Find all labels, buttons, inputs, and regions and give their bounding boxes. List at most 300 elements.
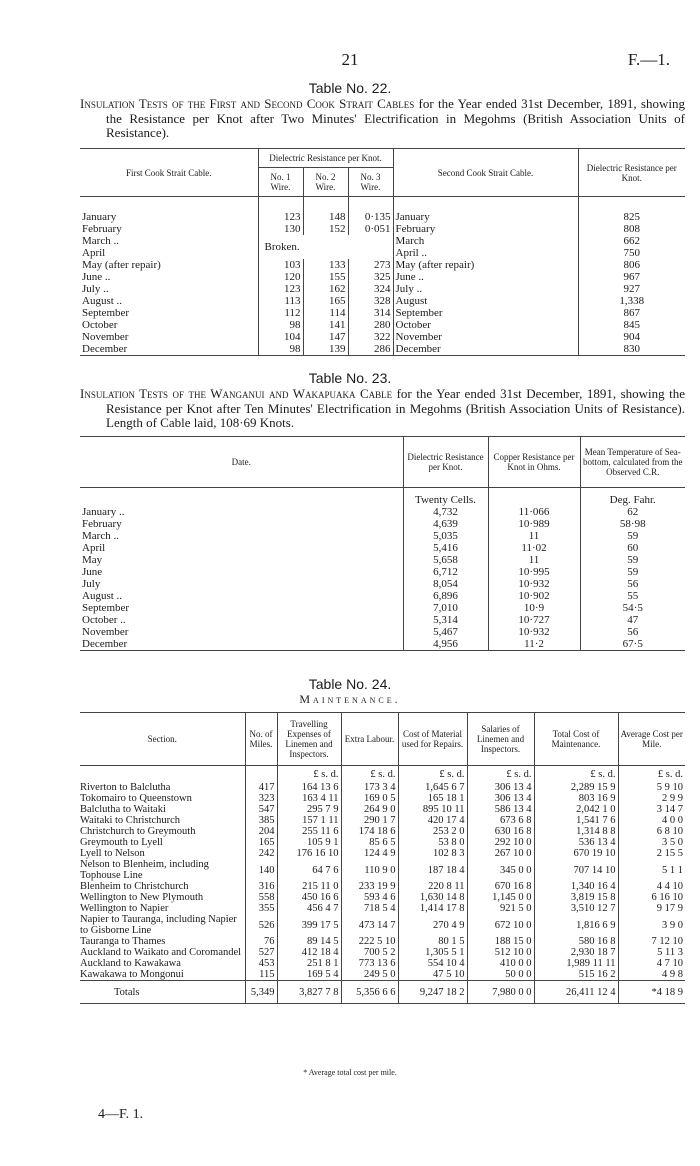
t23-month: May xyxy=(80,554,403,566)
page-signature: 4—F. 1. xyxy=(98,1107,144,1122)
t24-section: Tokomairo to Queenstown xyxy=(80,793,245,804)
t22-dielectric2: 830 xyxy=(623,343,640,355)
t24-avg: 2 9 9 xyxy=(662,793,683,804)
t23-temp: 58·98 xyxy=(619,518,646,530)
t22-wire2: 165 xyxy=(303,295,348,307)
t22-wire1: 98 xyxy=(258,343,303,356)
t22-month2: May (after repair) xyxy=(393,259,578,271)
t23-temp: 67·5 xyxy=(622,638,643,650)
t24-section: Auckland to Kawakawa xyxy=(80,958,245,969)
t23-copper: 10·995 xyxy=(488,566,580,578)
t22-head-dielectric: Dielectric Resistance per Knot. xyxy=(258,149,393,168)
t22-month: November xyxy=(80,331,258,343)
t24-travel: 456 4 7 xyxy=(277,903,341,914)
table-24 xyxy=(80,712,685,1004)
t22-month: June .. xyxy=(80,271,258,283)
t24-miles: 165 xyxy=(245,837,277,848)
t22-month2: June .. xyxy=(393,271,578,283)
t23-month: February xyxy=(80,518,403,530)
t22-dielectric2: 845 xyxy=(623,319,640,331)
t24-material: 80 1 5 xyxy=(398,936,467,947)
t24-labour: 124 4 9 xyxy=(341,848,398,859)
t24-material: 53 8 0 xyxy=(398,837,467,848)
t22-wire1: 112 xyxy=(258,307,303,319)
t24-material: 165 18 1 xyxy=(398,793,467,804)
t24-miles: 204 xyxy=(245,826,277,837)
table-24-title: Table No. 24. xyxy=(308,676,392,692)
t24-travel: 176 16 10 xyxy=(277,848,341,859)
t24-miles: 558 xyxy=(245,892,277,903)
t23-row xyxy=(80,602,685,614)
t23-dielectric: 5,416 xyxy=(403,542,488,554)
t23-row xyxy=(80,518,685,530)
t24-totals-salaries: 7,980 0 0 xyxy=(467,981,534,1004)
t23-copper: 10·932 xyxy=(488,578,580,590)
t22-caption-rest: for the Year ended 31st December, 1891, showing the Resistance per Knot after Two Minutes' Electrification in Megohms (British Association Units of Resistance). xyxy=(106,96,685,140)
t24-section: Napier to Tauranga, including Napier to Gisborne Line xyxy=(80,914,245,936)
t24-avg: 4 4 10 xyxy=(656,881,683,892)
t24-total: 1,314 8 8 xyxy=(534,826,618,837)
t24-total: 707 14 10 xyxy=(534,859,618,881)
t24-labour: 222 5 10 xyxy=(341,936,398,947)
t22-dielectric2: 904 xyxy=(623,331,640,343)
t22-wire2: 148 xyxy=(303,197,348,224)
t24-avg: 3 9 0 xyxy=(662,919,683,931)
t24-unit: £ s. d. xyxy=(534,766,618,783)
t22-month: December xyxy=(80,343,258,356)
t24-total: 670 19 10 xyxy=(534,848,618,859)
t24-row xyxy=(80,815,685,826)
t24-section: Tauranga to Thames xyxy=(80,936,245,947)
t24-labour: 700 5 2 xyxy=(341,947,398,958)
t23-sub-temp: Deg. Fahr. xyxy=(609,494,656,506)
t24-total: 803 16 9 xyxy=(534,793,618,804)
t23-temp: 47 xyxy=(627,614,639,626)
t22-row xyxy=(80,307,685,319)
t24-avg: 5 11 3 xyxy=(657,947,683,958)
t23-row xyxy=(80,506,685,518)
t23-dielectric: 5,314 xyxy=(403,614,488,626)
t22-wire2: 147 xyxy=(303,331,348,343)
t23-month: September xyxy=(80,602,403,614)
t24-totals-label: Totals xyxy=(80,981,245,1004)
t23-caption-rest: for the Year ended 31st December, 1891, showing the Resistance per Knot after Ten Minutes' Electrification in Megohms (British Association Units of Resistance). Length of Cable laid, 108·69 Knots. xyxy=(106,386,685,430)
t22-wire3: 324 xyxy=(348,283,393,295)
t24-material: 47 5 10 xyxy=(398,969,467,981)
t24-miles: 527 xyxy=(245,947,277,958)
t24-row xyxy=(80,892,685,903)
t23-head-copper: Copper Resistance per Knot in Ohms. xyxy=(488,437,580,488)
t24-totals-avg: *4 18 9 xyxy=(651,986,683,998)
t24-material: 1,305 5 1 xyxy=(398,947,467,958)
t22-wire2: 162 xyxy=(303,283,348,295)
t24-labour: 593 4 6 xyxy=(341,892,398,903)
t22-wire1: 120 xyxy=(258,271,303,283)
t24-totals-material: 9,247 18 2 xyxy=(398,981,467,1004)
t23-month: October .. xyxy=(80,614,403,626)
t24-avg: 9 17 9 xyxy=(656,903,683,914)
t24-section: Wellington to Napier xyxy=(80,903,245,914)
t24-avg: 5 1 1 xyxy=(662,864,683,876)
t22-month2: December xyxy=(393,343,578,356)
t22-head-first: First Cook Strait Cable. xyxy=(80,149,258,197)
t24-head-material: Cost of Material used for Repairs. xyxy=(398,713,467,766)
t24-labour: 264 9 0 xyxy=(341,804,398,815)
t24-unit: £ s. d. xyxy=(657,768,683,780)
t24-labour: 773 13 6 xyxy=(341,958,398,969)
t23-copper: 11 xyxy=(488,554,580,566)
t24-labour: 85 6 5 xyxy=(341,837,398,848)
t24-salaries: 267 10 0 xyxy=(467,848,534,859)
t24-travel: 169 5 4 xyxy=(277,969,341,981)
t24-totals-miles: 5,349 xyxy=(245,981,277,1004)
t22-row xyxy=(80,235,685,247)
t24-head-salaries: Salaries of Linemen and Inspectors. xyxy=(467,713,534,766)
t24-salaries: 188 15 0 xyxy=(467,936,534,947)
t24-unit: £ s. d. xyxy=(341,766,398,783)
t24-section: Blenheim to Christchurch xyxy=(80,881,245,892)
t24-salaries: 921 5 0 xyxy=(467,903,534,914)
t22-head-w2: No. 2 Wire. xyxy=(303,168,348,197)
t23-copper: 10·9 xyxy=(488,602,580,614)
t24-travel: 89 14 5 xyxy=(277,936,341,947)
t22-month: August .. xyxy=(80,295,258,307)
t24-miles: 76 xyxy=(245,936,277,947)
t24-salaries: 50 0 0 xyxy=(467,969,534,981)
page-reference: F.—1. xyxy=(627,50,670,69)
t22-row xyxy=(80,319,685,331)
t23-row xyxy=(80,626,685,638)
t22-dielectric2: 1,338 xyxy=(619,295,645,307)
t23-row xyxy=(80,554,685,566)
t24-total: 2,042 1 0 xyxy=(534,804,618,815)
t24-material: 1,414 17 8 xyxy=(398,903,467,914)
t24-head-avg: Average Cost per Mile. xyxy=(620,729,683,749)
t24-head-labour: Extra Labour. xyxy=(341,713,398,766)
t24-travel: 64 7 6 xyxy=(277,859,341,881)
t24-total: 1,541 7 6 xyxy=(534,815,618,826)
t24-salaries: 306 13 4 xyxy=(467,782,534,793)
t24-section: Nelson to Blenheim, including Tophouse Line xyxy=(80,859,245,881)
t24-row xyxy=(80,826,685,837)
t22-month2: March xyxy=(393,235,578,247)
t23-copper: 10·989 xyxy=(488,518,580,530)
t24-salaries: 586 13 4 xyxy=(467,804,534,815)
t24-section: Auckland to Waikato and Coromandel xyxy=(80,947,245,958)
t24-travel: 295 7 9 xyxy=(277,804,341,815)
t22-wire2: 139 xyxy=(303,343,348,356)
t23-dielectric: 8,054 xyxy=(403,578,488,590)
t22-month2: August xyxy=(393,295,578,307)
t23-dielectric: 5,658 xyxy=(403,554,488,566)
t22-month2: October xyxy=(393,319,578,331)
t22-wire3: 314 xyxy=(348,307,393,319)
t22-dielectric2: 808 xyxy=(623,223,640,235)
t24-salaries: 410 0 0 xyxy=(467,958,534,969)
t22-wire2: 133 xyxy=(303,259,348,271)
table-22-caption xyxy=(80,97,685,141)
table-24-subtitle: Maintenance. xyxy=(299,692,401,706)
t22-month: May (after repair) xyxy=(80,259,258,271)
t23-copper: 11·02 xyxy=(488,542,580,554)
t24-totals-labour: 5,356 6 6 xyxy=(341,981,398,1004)
t24-avg: 4 7 10 xyxy=(656,958,683,969)
t24-salaries: 1,145 0 0 xyxy=(467,892,534,903)
t24-total: 2,930 18 7 xyxy=(534,947,618,958)
t24-travel: 163 4 11 xyxy=(277,793,341,804)
t22-head-w3: No. 3 Wire. xyxy=(348,168,393,197)
t24-row xyxy=(80,804,685,815)
t24-unit: £ s. d. xyxy=(398,766,467,783)
t22-row xyxy=(80,331,685,343)
t24-salaries: 630 16 8 xyxy=(467,826,534,837)
t24-miles: 526 xyxy=(245,914,277,936)
t24-avg: 7 12 10 xyxy=(651,936,683,947)
t22-wire3: 328 xyxy=(348,295,393,307)
t24-material: 187 18 4 xyxy=(398,859,467,881)
t24-footnote: * Average total cost per mile. xyxy=(303,1068,397,1077)
t24-material: 220 8 11 xyxy=(398,881,467,892)
t22-row xyxy=(80,259,685,271)
t24-row xyxy=(80,881,685,892)
t24-labour: 233 19 9 xyxy=(341,881,398,892)
t24-labour: 110 9 0 xyxy=(341,859,398,881)
t23-head-date: Date. xyxy=(80,437,403,488)
t24-row xyxy=(80,859,685,881)
t23-copper: 10·727 xyxy=(488,614,580,626)
t24-miles: 323 xyxy=(245,793,277,804)
t22-month2: July .. xyxy=(393,283,578,295)
t22-dielectric2: 967 xyxy=(623,271,640,283)
t24-miles: 140 xyxy=(245,859,277,881)
t24-head-total: Total Cost of Maintenance. xyxy=(534,713,618,766)
t24-travel: 215 11 0 xyxy=(277,881,341,892)
t23-head-dielectric: Dielectric Resistance per Knot. xyxy=(403,437,488,488)
t22-month2: April .. xyxy=(393,247,578,259)
t24-labour: 174 18 6 xyxy=(341,826,398,837)
t23-month: November xyxy=(80,626,403,638)
t22-wire3: 286 xyxy=(348,343,393,356)
t24-unit: £ s. d. xyxy=(277,766,341,783)
t23-month: August .. xyxy=(80,590,403,602)
table-23-caption xyxy=(80,387,685,431)
t23-temp: 54·5 xyxy=(622,602,643,614)
t24-material: 554 10 4 xyxy=(398,958,467,969)
t24-miles: 453 xyxy=(245,958,277,969)
t24-avg: 4 0 0 xyxy=(662,815,683,826)
t24-section: Christchurch to Greymouth xyxy=(80,826,245,837)
t22-row xyxy=(80,343,685,356)
t23-copper: 11 xyxy=(488,530,580,542)
t24-material: 253 2 0 xyxy=(398,826,467,837)
t22-month: April xyxy=(80,247,258,259)
t22-month2: January xyxy=(393,197,578,224)
t24-head-miles: No. of Miles. xyxy=(245,713,277,766)
t22-row xyxy=(80,223,685,235)
t24-avg: 3 14 7 xyxy=(656,804,683,815)
table-22-title: Table No. 22. xyxy=(308,80,392,96)
t22-wire3: 0·135 xyxy=(348,197,393,224)
t24-totals-travel: 3,827 7 8 xyxy=(277,981,341,1004)
t23-row xyxy=(80,530,685,542)
t22-wire3: 280 xyxy=(348,319,393,331)
t23-caption-smallcaps: Insulation Tests of the Wanganui and Wakapuaka Cable xyxy=(80,386,393,401)
t23-temp: 56 xyxy=(627,626,639,638)
t24-material: 895 10 11 xyxy=(398,804,467,815)
t22-caption-smallcaps: Insulation Tests of the First and Second Cook Strait Cables xyxy=(80,96,415,111)
t23-dielectric: 6,712 xyxy=(403,566,488,578)
t23-copper: 11·066 xyxy=(488,506,580,518)
t22-dielectric2: 750 xyxy=(623,247,640,259)
t24-section: Lyell to Nelson xyxy=(80,848,245,859)
t24-miles: 417 xyxy=(245,782,277,793)
t23-month: January .. xyxy=(80,506,403,518)
t24-salaries: 292 10 0 xyxy=(467,837,534,848)
t23-dielectric: 5,467 xyxy=(403,626,488,638)
t22-wire2: 141 xyxy=(303,319,348,331)
t24-travel: 399 17 5 xyxy=(277,914,341,936)
t23-dielectric: 7,010 xyxy=(403,602,488,614)
t22-dielectric2: 867 xyxy=(623,307,640,319)
t24-travel: 255 11 6 xyxy=(277,826,341,837)
t22-wire3: 325 xyxy=(348,271,393,283)
t24-labour: 473 14 7 xyxy=(341,914,398,936)
t24-miles: 115 xyxy=(245,969,277,981)
t22-dielectric2: 825 xyxy=(623,211,640,223)
t24-avg: 3 5 0 xyxy=(662,837,683,848)
t24-salaries: 512 10 0 xyxy=(467,947,534,958)
table-23-title: Table No. 23. xyxy=(308,370,392,386)
t22-wire3: 0·051 xyxy=(348,223,393,235)
t24-labour: 718 5 4 xyxy=(341,903,398,914)
t23-copper: 10·932 xyxy=(488,626,580,638)
t24-total: 536 13 4 xyxy=(534,837,618,848)
t24-material: 270 4 9 xyxy=(398,914,467,936)
t24-head-travel: Travelling Expenses of Linemen and Inspectors. xyxy=(277,713,341,766)
t24-total: 2,289 15 9 xyxy=(534,782,618,793)
t24-unit: £ s. d. xyxy=(467,766,534,783)
t24-section: Balclutha to Waitaki xyxy=(80,804,245,815)
t24-row xyxy=(80,936,685,947)
page-number: 21 xyxy=(341,50,359,69)
t22-dielectric2: 806 xyxy=(623,259,640,271)
t23-temp: 59 xyxy=(627,530,639,542)
t24-labour: 249 5 0 xyxy=(341,969,398,981)
t23-sub-dielectric: Twenty Cells. xyxy=(403,488,488,507)
t24-total: 1,816 6 9 xyxy=(534,914,618,936)
t24-row xyxy=(80,903,685,914)
t24-miles: 316 xyxy=(245,881,277,892)
t24-material: 1,645 6 7 xyxy=(398,782,467,793)
t22-wire1: 123 xyxy=(258,283,303,295)
t24-row xyxy=(80,793,685,804)
t24-totals-total: 26,411 12 4 xyxy=(534,981,618,1004)
t24-section: Wellington to New Plymouth xyxy=(80,892,245,903)
t23-temp: 62 xyxy=(627,506,639,518)
t22-wire3: 322 xyxy=(348,331,393,343)
t22-wire1: 113 xyxy=(258,295,303,307)
t24-material: 420 17 4 xyxy=(398,815,467,826)
t22-wire1: 130 xyxy=(258,223,303,235)
t24-salaries: 673 6 8 xyxy=(467,815,534,826)
t22-row xyxy=(80,283,685,295)
t24-total: 1,989 11 11 xyxy=(534,958,618,969)
t23-dielectric: 4,956 xyxy=(403,638,488,651)
t23-dielectric: 4,732 xyxy=(403,506,488,518)
table-22 xyxy=(80,148,685,356)
t22-broken: Broken. xyxy=(258,235,393,259)
t24-row xyxy=(80,914,685,936)
t24-section: Greymouth to Lyell xyxy=(80,837,245,848)
t24-avg: 6 8 10 xyxy=(656,826,683,837)
t22-month: February xyxy=(80,223,258,235)
t23-month: April xyxy=(80,542,403,554)
t22-month: October xyxy=(80,319,258,331)
t22-month: September xyxy=(80,307,258,319)
t23-row xyxy=(80,542,685,554)
t24-row xyxy=(80,958,685,969)
t22-month2: November xyxy=(393,331,578,343)
t22-month: March .. xyxy=(80,235,258,247)
t24-total: 3,510 12 7 xyxy=(534,903,618,914)
t22-dielectric2: 662 xyxy=(623,235,640,247)
t22-dielectric2: 927 xyxy=(623,283,640,295)
t22-row xyxy=(80,295,685,307)
t24-miles: 385 xyxy=(245,815,277,826)
t23-head-temp: Mean Temperature of Sea-bottom, calculated from the Observed C.R. xyxy=(583,447,683,477)
t24-section: Waitaki to Christchurch xyxy=(80,815,245,826)
t22-head-second: Second Cook Strait Cable. xyxy=(393,149,578,197)
t24-travel: 105 9 1 xyxy=(277,837,341,848)
t24-material: 1,630 14 8 xyxy=(398,892,467,903)
t23-temp: 59 xyxy=(627,554,639,566)
t23-month: July xyxy=(80,578,403,590)
t24-travel: 251 8 1 xyxy=(277,958,341,969)
t23-temp: 55 xyxy=(627,590,639,602)
t23-temp: 56 xyxy=(627,578,639,590)
t23-month: March .. xyxy=(80,530,403,542)
t22-wire3: 273 xyxy=(348,259,393,271)
t24-section: Kawakawa to Mongonui xyxy=(80,969,245,981)
t22-month2: February xyxy=(393,223,578,235)
t22-month: January xyxy=(80,197,258,224)
t24-row xyxy=(80,782,685,793)
t24-labour: 169 0 5 xyxy=(341,793,398,804)
t24-section: Riverton to Balclutha xyxy=(80,782,245,793)
t24-material: 102 8 3 xyxy=(398,848,467,859)
t24-salaries: 670 16 8 xyxy=(467,881,534,892)
t24-row xyxy=(80,969,685,981)
t24-total: 515 16 2 xyxy=(534,969,618,981)
t24-travel: 164 13 6 xyxy=(277,782,341,793)
t24-avg: 2 15 5 xyxy=(656,848,683,859)
t24-total: 1,340 16 4 xyxy=(534,881,618,892)
t24-labour: 290 1 7 xyxy=(341,815,398,826)
t24-salaries: 345 0 0 xyxy=(467,859,534,881)
t23-month: June xyxy=(80,566,403,578)
t23-row xyxy=(80,638,685,651)
t22-wire2: 114 xyxy=(303,307,348,319)
t22-head-w1: No. 1 Wire. xyxy=(258,168,303,197)
t24-miles: 242 xyxy=(245,848,277,859)
t24-avg: 6 16 10 xyxy=(651,892,683,903)
t22-row xyxy=(80,271,685,283)
table-23 xyxy=(80,436,685,651)
t24-travel: 157 1 11 xyxy=(277,815,341,826)
t24-travel: 412 18 4 xyxy=(277,947,341,958)
t24-travel: 450 16 6 xyxy=(277,892,341,903)
t24-miles: 547 xyxy=(245,804,277,815)
